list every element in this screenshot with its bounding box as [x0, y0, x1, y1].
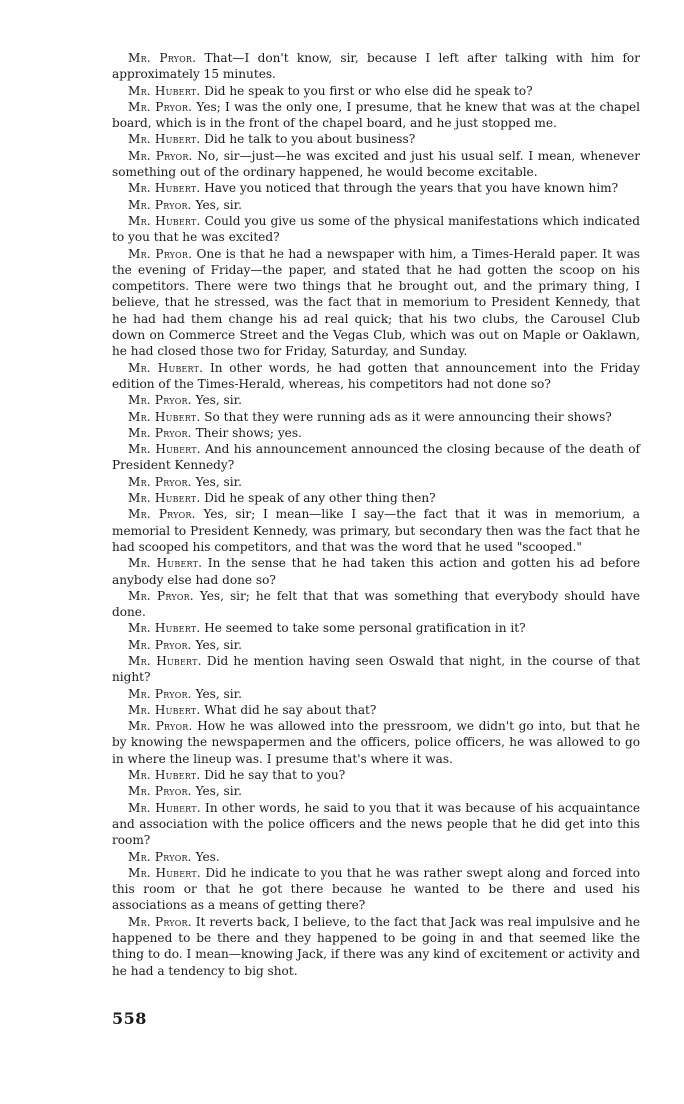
testimony-text: In other words, he had gotten that announcement into the Friday edition of the Times-Herald, whereas, his competitors had not done so?	[112, 360, 640, 391]
testimony-paragraph	[112, 246, 640, 360]
speaker-name: Mr. Hubert.	[128, 132, 201, 147]
testimony-paragraph	[112, 197, 640, 213]
speaker-name: Mr. Pryor.	[128, 393, 192, 408]
speaker-name: Mr. Pryor.	[128, 99, 193, 114]
speaker-name: Mr. Hubert.	[128, 409, 201, 424]
testimony-text: In the sense that he had taken this action and gotten his ad before anybody else had done so?	[112, 556, 640, 587]
testimony-text: Yes, sir; he felt that that was something that everybody should have done.	[112, 588, 640, 620]
speaker-name: Mr. Pryor.	[128, 507, 196, 522]
testimony-text: Yes, sir.	[195, 784, 242, 799]
speaker-name: Mr. Pryor.	[128, 719, 193, 734]
testimony-text: Did he talk to you about business?	[204, 132, 416, 147]
testimony-paragraph	[112, 865, 640, 914]
testimony-text: Yes, sir.	[195, 474, 242, 489]
speaker-name: Mr. Pryor.	[128, 637, 192, 652]
speaker-name: Mr. Hubert.	[128, 491, 201, 506]
testimony-text: No, sir—just—he was excited and just his usual self. I mean, whenever something out of the ordinary happened, he would become excitable.	[112, 148, 641, 180]
testimony-text: Have you noticed that through the years that you have known him?	[204, 181, 619, 196]
testimony-paragraph	[112, 653, 640, 686]
speaker-name: Mr. Pryor.	[128, 197, 192, 212]
speaker-name: Mr. Hubert.	[128, 800, 201, 815]
testimony-paragraph	[112, 180, 640, 196]
testimony-text: Could you give us some of the physical manifestations which indicated to you that he was excited?	[112, 213, 640, 245]
testimony-text: Yes, sir.	[195, 637, 242, 652]
testimony-text: Yes; I was the only one, I presume, that he knew that was at the chapel board, which is in the front of the chapel board, and he just stopped me.	[112, 99, 640, 131]
testimony-text: Did he indicate to you that he was rather swept along and forced into this room or that he got there because he wanted to be there and used his associations as a means of getting there?	[112, 865, 640, 913]
testimony-paragraph	[112, 718, 640, 767]
testimony-paragraph	[112, 783, 640, 799]
testimony-paragraph	[112, 620, 640, 636]
testimony-paragraph	[112, 637, 640, 653]
testimony-paragraph	[112, 767, 640, 783]
speaker-name: Mr. Hubert.	[128, 702, 201, 717]
speaker-name: Mr. Hubert.	[128, 213, 201, 228]
testimony-text: Did he speak of any other thing then?	[204, 491, 436, 506]
testimony-paragraph	[112, 686, 640, 702]
testimony-text: He seemed to take some personal gratification in it?	[204, 621, 526, 636]
testimony-text: Yes, sir.	[195, 686, 242, 701]
testimony-paragraph	[112, 849, 640, 865]
testimony-paragraph	[112, 441, 640, 474]
testimony-paragraph	[112, 555, 640, 588]
testimony-paragraph	[112, 50, 640, 83]
speaker-name: Mr. Hubert.	[128, 442, 201, 457]
testimony-text: So that they were running ads as it were announcing their shows?	[204, 409, 612, 424]
testimony-text: Did he mention having seen Oswald that night, in the course of that night?	[112, 653, 640, 685]
testimony-paragraph	[112, 360, 640, 393]
transcript-body	[112, 50, 640, 979]
speaker-name: Mr. Pryor.	[128, 914, 192, 929]
speaker-name: Mr. Pryor.	[128, 686, 192, 701]
testimony-text: Yes.	[195, 849, 220, 864]
testimony-paragraph	[112, 914, 640, 979]
speaker-name: Mr. Hubert.	[128, 360, 204, 375]
testimony-paragraph	[112, 213, 640, 246]
testimony-text: Yes, sir; I mean—like I say—the fact that it was in memorium, a memorial to President Kennedy, was primary, but secondary then was the fact that he had scooped his competitors, and that was the word that he used "scooped."	[112, 507, 640, 554]
testimony-paragraph	[112, 474, 640, 490]
testimony-text: Did he say that to you?	[204, 768, 346, 783]
speaker-name: Mr. Pryor.	[128, 588, 194, 603]
testimony-paragraph	[112, 83, 640, 99]
speaker-name: Mr. Hubert.	[128, 768, 201, 783]
testimony-text: That—I don't know, sir, because I left after talking with him for approximately 15 minutes.	[112, 51, 640, 82]
page-number: 558	[112, 1009, 147, 1028]
speaker-name: Mr. Hubert.	[128, 865, 201, 880]
speaker-name: Mr. Pryor.	[128, 849, 192, 864]
speaker-name: Mr. Hubert.	[128, 556, 203, 571]
testimony-text: And his announcement announced the closing because of the death of President Kennedy?	[112, 442, 640, 473]
testimony-paragraph	[112, 148, 640, 181]
speaker-name: Mr. Pryor.	[128, 51, 197, 65]
testimony-paragraph	[112, 409, 640, 425]
speaker-name: Mr. Hubert.	[128, 621, 201, 636]
testimony-text: Yes, sir.	[195, 393, 242, 408]
testimony-paragraph	[112, 392, 640, 408]
speaker-name: Mr. Hubert.	[128, 181, 201, 196]
testimony-text: Yes, sir.	[195, 197, 242, 212]
speaker-name: Mr. Pryor.	[128, 246, 193, 261]
speaker-name: Mr. Hubert.	[128, 83, 201, 98]
testimony-paragraph	[112, 425, 640, 441]
testimony-paragraph	[112, 506, 640, 555]
testimony-paragraph	[112, 800, 640, 849]
testimony-paragraph	[112, 702, 640, 718]
testimony-paragraph	[112, 490, 640, 506]
testimony-text: What did he say about that?	[204, 702, 377, 717]
testimony-paragraph	[112, 588, 640, 621]
speaker-name: Mr. Pryor.	[128, 474, 192, 489]
testimony-text: Did he speak to you first or who else did he speak to?	[204, 83, 533, 98]
testimony-text: In other words, he said to you that it was because of his acquaintance and association with the police officers and the news people that he did get into this room?	[112, 800, 640, 848]
testimony-text: Their shows; yes.	[195, 425, 302, 440]
testimony-paragraph	[112, 99, 640, 132]
speaker-name: Mr. Pryor.	[128, 148, 193, 163]
testimony-text: It reverts back, I believe, to the fact that Jack was real impulsive and he happened to be there and they happened to be going in and that seemed like the thing to do. I mean—knowing Jack, if there was any kind of excitement or activity and he had a tendency to big shot.	[112, 914, 640, 978]
testimony-text: How he was allowed into the pressroom, we didn't go into, but that he by knowing the newspapermen and the officers, police officers, he was allowed to go in where the lineup was. I presume that's where it was.	[112, 719, 640, 766]
speaker-name: Mr. Pryor.	[128, 784, 192, 799]
speaker-name: Mr. Hubert.	[128, 653, 202, 668]
speaker-name: Mr. Pryor.	[128, 425, 192, 440]
testimony-paragraph	[112, 131, 640, 147]
testimony-text: One is that he had a newspaper with him, a Times-Herald paper. It was the evening of Friday—the paper, and stated that he had gotten the scoop on his competitors. There were two things that he brought out, and the primary thing, I believe, that he stressed, was the fact that in memorium to President Kennedy, that he had had them change his ad real quick; that his two clubs, the Carousel Club down on Commerce Street and the Vegas Club, which was out on Maple or Oaklawn, he had closed those two for Friday, Saturday, and Sunday.	[112, 246, 640, 359]
